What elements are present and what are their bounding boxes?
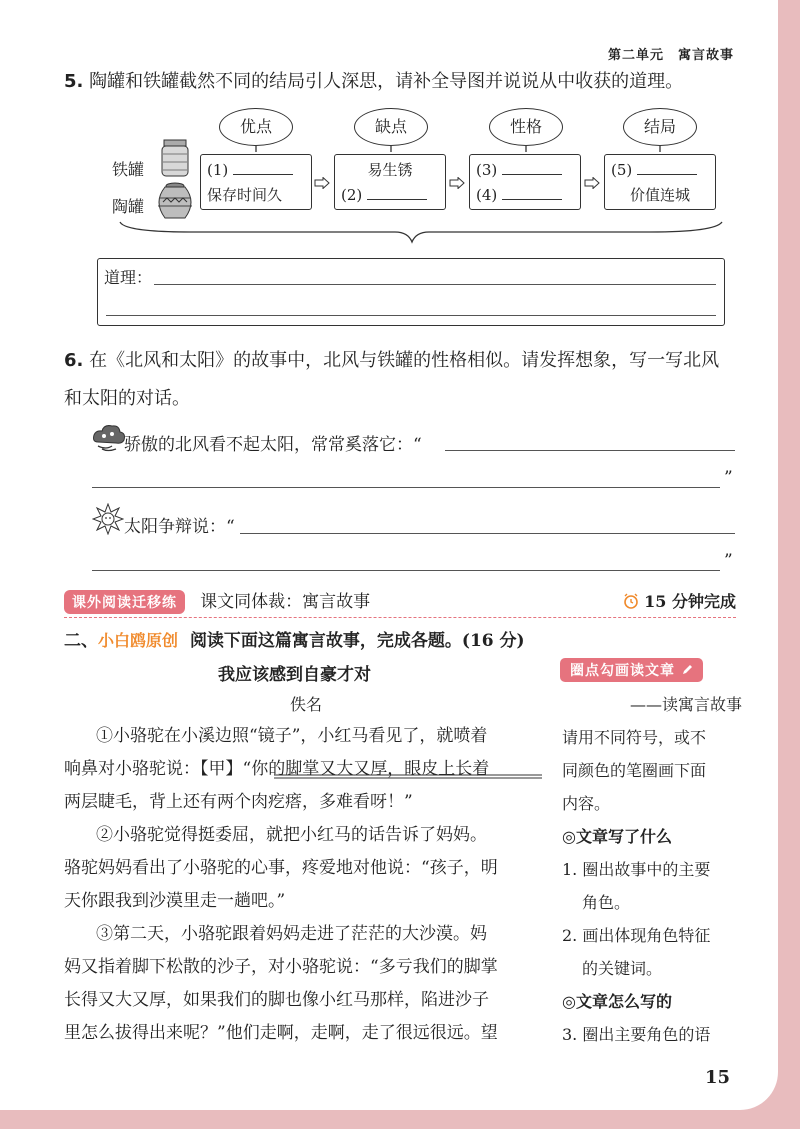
sidebar-subtitle: ——读寓言故事 [629, 695, 742, 714]
question-6 [64, 344, 744, 416]
sun-prompt: 太阳争辩说：“ [124, 517, 235, 537]
reason-label: 道理： [104, 268, 153, 287]
pencil-icon [681, 664, 693, 676]
sidebar-item-3: 3. 圈出主要角色的语 [562, 1025, 711, 1044]
sidebar-tag [560, 658, 703, 682]
sidebar-item-1-cont: 角色。 [582, 893, 631, 912]
oval-personality: 性格 [489, 108, 563, 146]
question-text: 陶罐和铁罐截然不同的结局引人深思，请补全导图并说说从中收获的道理。 [89, 71, 684, 92]
iron-jar-icon [162, 140, 188, 176]
clay-jar-icon [158, 183, 192, 218]
arrow-right-icon [449, 177, 465, 189]
label-iron-jar: 铁罐 [112, 160, 145, 179]
blank-label-5: (5) [611, 161, 633, 179]
label-clay-jar: 陶罐 [112, 197, 145, 216]
question-text-line-2: 和太阳的对话。 [64, 388, 190, 409]
time-limit [623, 589, 736, 612]
answer-blank-1[interactable] [233, 160, 293, 175]
sidebar-tag-text: 圈点勾画读文章 [570, 663, 675, 679]
sidebar-intro-2: 同颜色的笔圈画下面 [562, 761, 707, 780]
paragraph-3-line-2: 妈又指着脚下松散的沙子，对小骆驼说：“多亏我们的脚掌 [64, 957, 498, 977]
answer-blank-3[interactable] [502, 160, 562, 175]
section-tag: 课外阅读迁移练 [64, 590, 185, 614]
sidebar-item-2-cont: 的关键词。 [582, 959, 663, 978]
north-wind-prompt: 骄傲的北风看不起太阳，常常奚落它：“ [124, 435, 422, 455]
paragraph-2-line-2: 骆驼妈妈看出了小骆驼的心事，疼爱地对他说：“孩子，明 [64, 858, 498, 878]
sidebar-body [562, 688, 742, 1051]
paragraph-3-line-4: 里怎么拔得出来呢？”他们走啊，走啊，走了很远很远。望 [64, 1023, 498, 1043]
section-subtitle: 课文同体裁：寓言故事 [200, 592, 371, 612]
north-wind-cloud-icon [92, 422, 126, 452]
answer-blank-5[interactable] [637, 160, 697, 175]
blank-label-3: (3) [476, 161, 498, 179]
passage-title: 我应该感到自豪才对 [218, 665, 371, 685]
sun-answer-line-2[interactable] [92, 570, 720, 571]
answer-blank-2[interactable] [367, 185, 427, 200]
arrow-right-icon [584, 177, 600, 189]
paragraph-3-line-3: 长得又大又厚，如果我们的脚也像小红马那样，陷进沙子 [64, 990, 489, 1010]
question-number: 5. [64, 71, 84, 92]
sidebar-heading-2: ◎文章怎么写的 [562, 992, 672, 1011]
jar-illustration [155, 136, 197, 224]
map-box-1 [200, 154, 312, 210]
sidebar-intro-1: 请用不同符号，或不 [562, 728, 707, 747]
answer-blank-4[interactable] [502, 185, 562, 200]
alarm-clock-icon [623, 593, 639, 609]
header-topic: 寓言故事 [677, 48, 734, 63]
reason-answer-line-1[interactable] [154, 284, 716, 285]
close-quote: ” [724, 468, 733, 488]
box1-text: 保存时间久 [207, 186, 283, 204]
close-quote: ” [724, 551, 733, 571]
quote-underline [64, 745, 544, 805]
map-box-3 [469, 154, 581, 210]
sidebar-intro-3: 内容。 [562, 794, 611, 813]
page-number: 15 [705, 1067, 731, 1088]
reason-answer-line-2[interactable] [106, 315, 716, 316]
oval-disadvantage: 缺点 [354, 108, 428, 146]
map-box-2 [334, 154, 446, 210]
blank-label-1: (1) [207, 161, 229, 179]
sun-answer-line-1[interactable] [240, 533, 735, 534]
north-wind-answer-line-1[interactable] [445, 450, 735, 451]
oval-ending: 结局 [623, 108, 697, 146]
north-wind-answer-line-2[interactable] [92, 487, 720, 488]
passage-author: 佚名 [290, 695, 323, 714]
section-bar [64, 587, 736, 617]
paragraph-1-line-1: ①小骆驼在小溪边照“镜子”，小红马看见了，就喷着 [96, 726, 488, 746]
blank-label-4: (4) [476, 186, 498, 204]
sidebar-heading-1: ◎文章写了什么 [562, 827, 672, 846]
box4-text: 价值连城 [629, 186, 690, 204]
header-unit: 第二单元 [607, 48, 664, 63]
part-2-prefix: 二、 [64, 631, 98, 651]
part-2-instruction: 阅读下面这篇寓言故事，完成各题。(16 分) [189, 631, 525, 651]
reason-box [97, 258, 725, 326]
paragraph-1-line-2: 响鼻对小骆驼说：【甲】“你的脚掌又大又厚，眼皮上长着 [64, 759, 490, 779]
paragraph-3-line-1: ③第二天，小骆驼跟着妈妈走进了茫茫的大沙漠。妈 [96, 924, 487, 944]
oval-advantage: 优点 [219, 108, 293, 146]
blank-label-2: (2) [341, 186, 363, 204]
box2-text: 易生锈 [367, 161, 413, 179]
paragraph-2-line-1: ②小骆驼觉得挺委屈，就把小红马的话告诉了妈妈。 [96, 825, 487, 845]
paragraph-2-line-3: 天你跟我到沙漠里走一趟吧。” [64, 891, 286, 911]
sidebar-item-2: 2. 画出体现角色特征 [562, 926, 711, 945]
original-tag: 小白鸥原创 [98, 631, 179, 650]
sidebar-item-1: 1. 圈出故事中的主要 [562, 860, 711, 879]
section-divider [64, 617, 736, 618]
map-box-4 [604, 154, 716, 210]
part-2-heading [64, 626, 525, 651]
paragraph-1-line-3: 两层睫毛，背上还有两个肉疙瘩，多难看呀！” [64, 792, 413, 812]
sun-icon [92, 503, 124, 535]
time-limit-text: 15 分钟完成 [644, 592, 736, 611]
arrow-right-icon [314, 177, 330, 189]
question-text-line-1: 在《北风和太阳》的故事中，北风与铁罐的性格相似。请发挥想象，写一写北风 [89, 350, 720, 371]
question-number: 6. [64, 350, 84, 371]
